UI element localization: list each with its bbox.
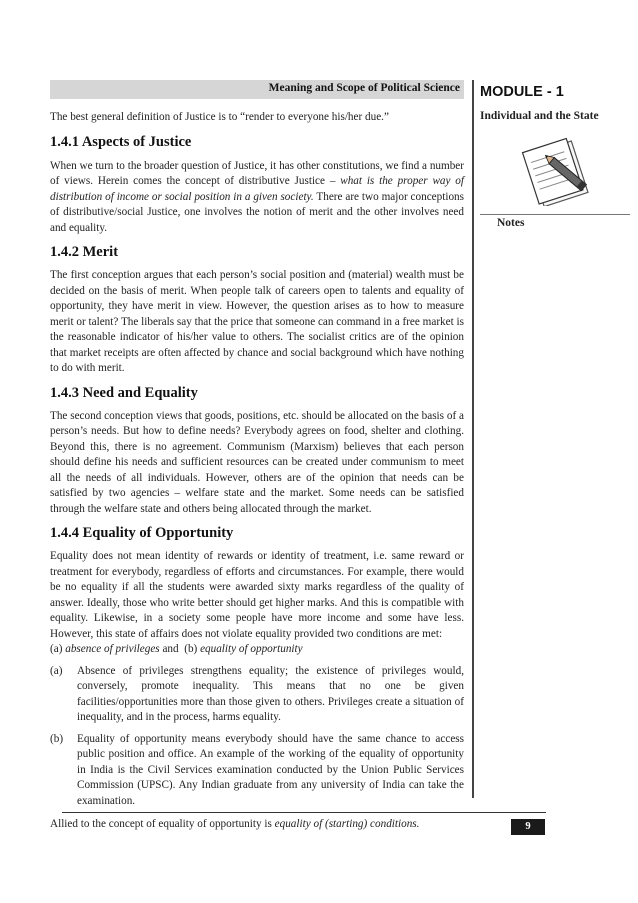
notes-label: Notes [497, 217, 525, 229]
heading-aspects-of-justice: 1.4.1 Aspects of Justice [50, 133, 192, 150]
module-subtitle: Individual and the State [480, 110, 599, 122]
header-bar [50, 80, 464, 99]
heading-merit: 1.4.2 Merit [50, 244, 119, 260]
closing-paragraph: Allied to the concept of equality of opportunity is equality of (starting) conditions. [50, 818, 420, 830]
list-item-label: (a) [50, 664, 63, 677]
running-header-title: Meaning and Scope of Political Science [268, 82, 460, 94]
intro-paragraph: The best general definition of Justice is to “render to everyone his/her due.” [50, 111, 389, 123]
page-number: 9 [511, 819, 545, 835]
paragraph-need-and-equality: The second conception views that goods, positions, etc. should be allocated on the basis of a person’s needs. But how to define needs? Everybody agrees on food, shelter and clothing. Beyond this, there is no agreement. Communism (Marxism) believes that each person should define his needs and sufficient resources can be created under communism to meet all the needs of all individuals. However, others are of the opinion that needs can be satisfied by two agencies – welfare state and the market. Some needs can be satisfied through the welfare state and others being allocated through the market. [50, 409, 464, 515]
notepad-pencil-icon [520, 136, 600, 206]
heading-equality-of-opportunity: 1.4.4 Equality of Opportunity [50, 525, 234, 541]
paragraph-equality-of-opportunity: Equality does not mean identity of rewards or identity of treatment, i.e. same reward or treatment for everybody, regardless of efforts and circumstances. For example, there would be no equality if all the students were awarded sixty marks regardless of the quality of answer. Ideally, those who write better should get higher marks. And this is compatible with equality. Likewise, in a society some people have more income and some have less. However, this state of affairs does not violate equality provided two conditions are met: (a) absence of privileges and (b) equality of opportunity [50, 550, 464, 655]
notes-divider [480, 214, 630, 215]
main-content [50, 106, 464, 833]
list-item [50, 664, 464, 726]
list-item-text: Absence of privileges strengthens equality; the existence of privileges would, conversely, promote inequality. This means that no one be given facilities/opportunities more than those given to others. Privileges create a situation of inequality, and in the process, harms equality. [77, 664, 464, 723]
list-item-text: Equality of opportunity means everybody should have the same chance to access public position and office. An example of the working of the equality of opportunity in India is the Civil Services examination conducted by the Union Public Services Commission (UPSC). Any Indian graduate from any university of India can take the examination. [77, 732, 464, 807]
module-label: MODULE - 1 [480, 84, 564, 100]
list-item [50, 732, 464, 810]
footer-rule [62, 812, 546, 813]
margin-divider [472, 80, 474, 798]
list-item-label: (b) [50, 732, 64, 745]
paragraph-merit: The first conception argues that each person’s social position and (material) wealth must be decided on the basis of merit. When people talk of careers open to talents and equality of opportunity, they have merit in view. However, the question arises as to how to measure merit or talent? The liberals say that the price that someone can command in a free market is the reasonable indicator of his/her value to others. The socialist critics are of the opinion that market receipts are often affected by chance and social background which have nothing to do with merit. [50, 269, 464, 374]
paragraph-aspects: When we turn to the broader question of Justice, it has other constitutions, we find a number of views. Herein comes the concept of distributive Justice – what is the proper way of distribution of income or social position in a given society. There are two major conceptions of distributive/social Justice, one involves the notion of merit and the other involves need and equality. [50, 159, 464, 234]
heading-need-and-equality: 1.4.3 Need and Equality [50, 384, 198, 401]
